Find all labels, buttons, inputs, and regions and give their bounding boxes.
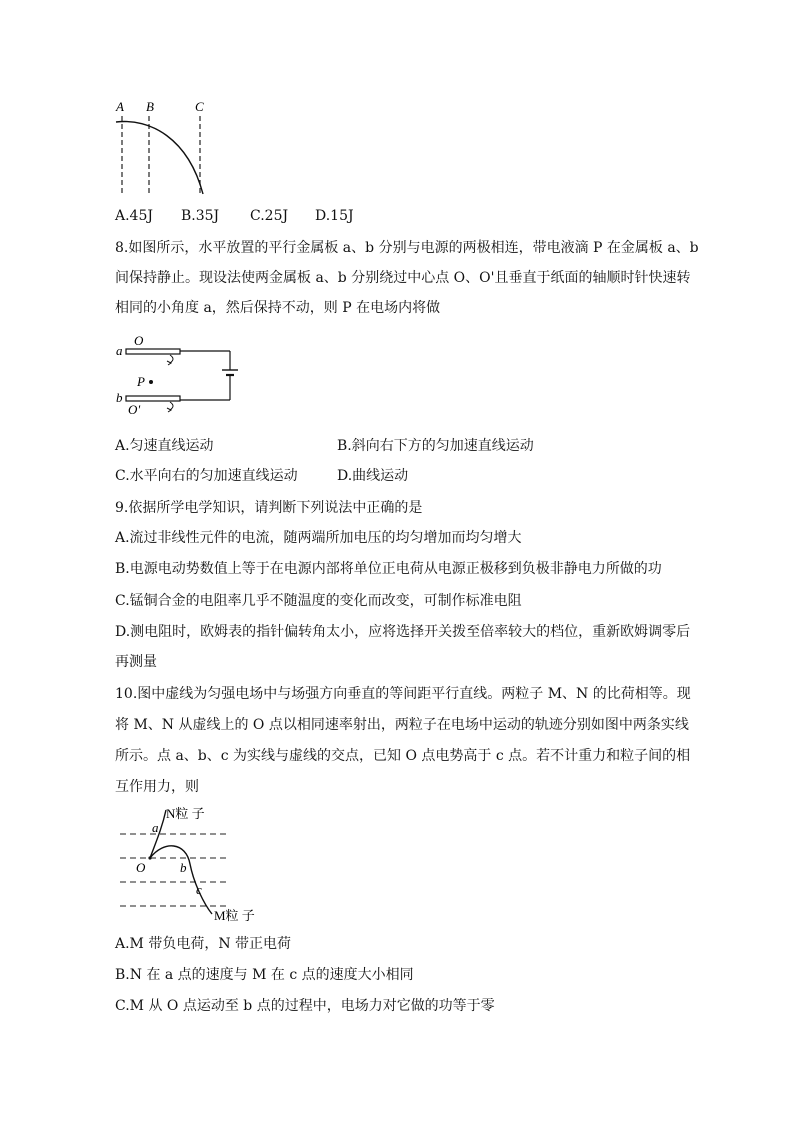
q9-option-c: C.锰铜合金的电阻率几乎不随温度的变化而改变，可制作标准电阻 bbox=[115, 593, 522, 609]
q9-stem: 9.依据所学电学知识，请判断下列说法中正确的是 bbox=[115, 500, 423, 516]
q9-option-d-continued: 再测量 bbox=[115, 654, 157, 670]
q7-label-b: B bbox=[146, 99, 154, 114]
q10-label-n: N粒 子 bbox=[166, 806, 205, 821]
q8-label-p: P bbox=[137, 374, 145, 389]
q10-option-a: A.M 带负电荷，N 带正电荷 bbox=[115, 936, 292, 952]
q10-point-o bbox=[148, 856, 151, 859]
q8-stem-line-2: 间保持静止。现设法使两金属板 a、b 分别绕过中心点 O、O'且垂直于纸面的轴顺时针快速转 bbox=[115, 270, 691, 286]
q10-stem-line-4: 互作用力，则 bbox=[115, 779, 199, 795]
q7-label-c: C bbox=[195, 99, 204, 114]
q8-rotation-arrow-bottom bbox=[170, 402, 173, 410]
q8-droplet-p bbox=[149, 380, 153, 384]
q10-label-b: b bbox=[180, 860, 187, 875]
q7-option-a: A.45J bbox=[115, 208, 153, 224]
q7-trajectory-curve bbox=[116, 122, 203, 194]
q8-plate-a bbox=[126, 349, 180, 354]
q8-label-o-top: O bbox=[134, 333, 144, 348]
q8-plate-b bbox=[126, 396, 180, 401]
q8-label-plate-a: a bbox=[116, 343, 123, 358]
q7-label-a: A bbox=[116, 99, 124, 114]
q8-label-plate-b: b bbox=[116, 390, 123, 405]
q10-label-o: O bbox=[136, 860, 146, 875]
q7-option-c: C.25J bbox=[250, 208, 289, 224]
q10-label-a: a bbox=[152, 820, 159, 835]
q8-option-a: A.匀速直线运动 bbox=[115, 438, 214, 454]
q7-figure bbox=[110, 96, 220, 200]
q8-stem-line-3: 相同的小角度 a，然后保持不动，则 P 在电场内将做 bbox=[115, 300, 441, 316]
q7-option-b: B.35J bbox=[181, 208, 220, 224]
q10-stem-line-3: 所示。点 a、b、c 为实线与虚线的交点，已知 O 点电势高于 c 点。若不计重力和粒子间的相 bbox=[115, 748, 691, 764]
q10-trajectory-figure bbox=[116, 804, 276, 924]
q9-option-a: A.流过非线性元件的电流，随两端所加电压的均匀增加而均匀增大 bbox=[115, 530, 522, 546]
q8-option-b: B.斜向右下方的匀加速直线运动 bbox=[337, 438, 534, 454]
q8-capacitor-figure bbox=[112, 330, 242, 416]
q8-option-c: C.水平向右的匀加速直线运动 bbox=[115, 468, 298, 484]
q8-stem-line-1: 8.如图所示，水平放置的平行金属板 a、b 分别与电源的两极相连，带电液滴 P 在金属板 a、b bbox=[115, 240, 699, 256]
q8-label-o-bottom: O' bbox=[128, 402, 141, 417]
q10-option-c: C.M 从 O 点运动至 b 点的过程中，电场力对它做的功等于零 bbox=[115, 998, 495, 1014]
q8-arrowhead-top bbox=[167, 361, 171, 365]
q10-label-m: M粒 子 bbox=[214, 908, 255, 923]
q7-option-d: D.15J bbox=[315, 208, 354, 224]
q10-stem-line-1: 10.图中虚线为匀强电场中与场强方向垂直的等间距平行直线。两粒子 M、N 的比荷相等。现 bbox=[115, 686, 691, 702]
q10-m-trajectory bbox=[150, 846, 212, 914]
q10-option-b: B.N 在 a 点的速度与 M 在 c 点的速度大小相同 bbox=[115, 967, 414, 983]
q10-label-c: c bbox=[196, 882, 202, 897]
q8-arrowhead-bottom bbox=[167, 408, 171, 412]
q8-option-d: D.曲线运动 bbox=[337, 468, 409, 484]
q10-stem-line-2: 将 M、N 从虚线上的 O 点以相同速率射出，两粒子在电场中运动的轨迹分别如图中两条实线 bbox=[115, 717, 689, 733]
q8-rotation-arrow-top bbox=[170, 355, 173, 363]
q9-option-b: B.电源电动势数值上等于在电源内部将单位正电荷从电源正极移到负极非静电力所做的功 bbox=[115, 561, 662, 577]
q9-option-d: D.测电阻时，欧姆表的指针偏转角太小，应将选择开关拨至倍率较大的档位，重新欧姆调零后 bbox=[115, 624, 691, 640]
